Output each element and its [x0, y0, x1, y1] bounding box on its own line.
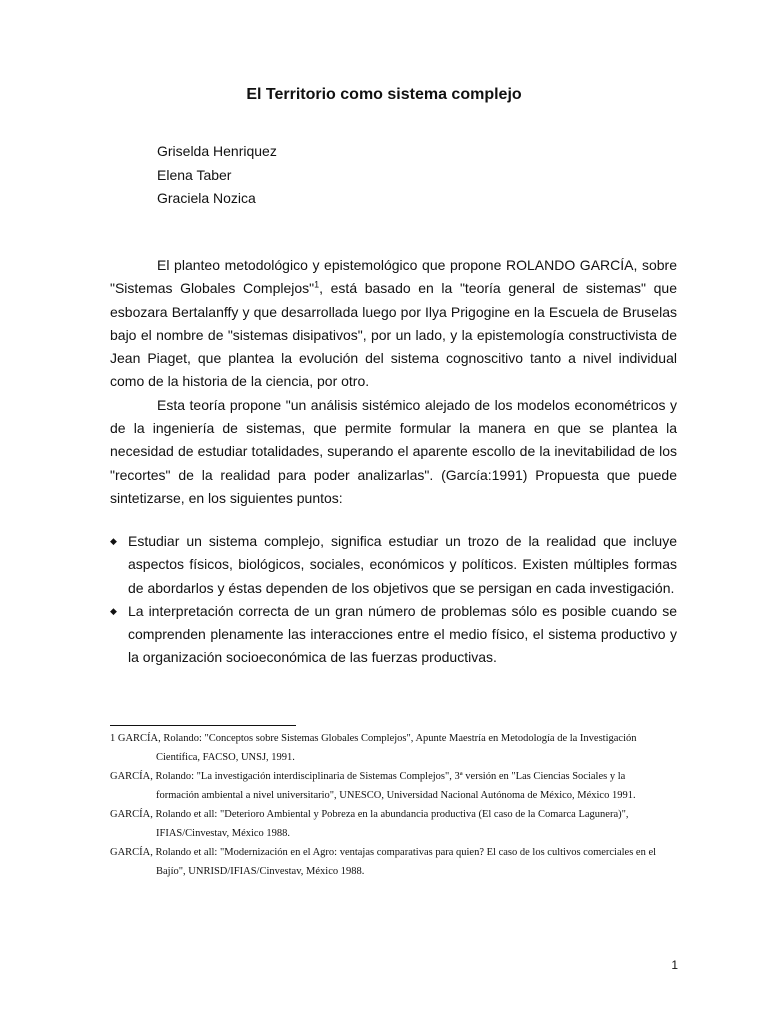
body-text [110, 254, 677, 510]
list-item [110, 600, 677, 670]
footnote-ref[interactable]: 1 [314, 279, 320, 290]
author-name: Griselda Henriquez [157, 143, 277, 159]
footnote: 1 GARCÍA, Rolando: "Conceptos sobre Sistemas Globales Complejos", Apunte Maestría en Metodología de la Investigación Científica, FACSO, UNSJ, 1991. [110, 733, 637, 763]
author-list [157, 140, 277, 211]
footnotes [110, 729, 670, 881]
page-title: El Territorio como sistema complejo [246, 86, 522, 103]
footnote: GARCÍA, Rolando et all: "Modernización en el Agro: ventajas comparativas para quien? El caso de los cultivos comerciales en el Bajío", UNRISD/IFIAS/Cinvestav, México 1988. [110, 847, 657, 877]
list-item [110, 530, 677, 600]
paragraph-text: El planteo metodológico y epistemológico que propone ROLANDO GARCÍA, sobre "Sistemas Globales Complejos" [110, 257, 677, 297]
bullet-list [110, 530, 677, 670]
author-name: Elena Taber [157, 166, 232, 183]
footnote: GARCÍA, Rolando: "La investigación interdisciplinaria de Sistemas Complejos", 3ª versión en "Las Ciencias Sociales y la formación ambiental a nivel universitario", UNESCO, Universidad Nacional Autónoma de México, México 1991. [110, 771, 636, 801]
diamond-bullet-icon: ◆ [110, 536, 117, 546]
author-name: Graciela Nozica [157, 190, 256, 206]
footnote: GARCÍA, Rolando et all: "Deterioro Ambiental y Pobreza en la abundancia productiva (El caso de la Comarca Lagunera)", IFIAS/Cinvestav, México 1988. [110, 809, 629, 839]
paragraph-text: , está basado en la "teoría general de sistemas" que esbozara Bertalanffy y que desarrollada luego por Ilya Prigogine en la Escuela de Bruselas bajo el nombre de "sistemas disipativos", por un lado, y la epistemología constructivista de Jean Piaget, que plantea la evolución del sistema cognoscitivo tanto a nivel individual como de la historia de la ciencia, por otro. [110, 280, 677, 390]
page-number: 1 [671, 958, 678, 972]
list-item-text: La interpretación correcta de un gran número de problemas sólo es posible cuando se comprenden plenamente las interacciones entre el medio físico, el sistema productivo y la organización socioeconómica de las fuerzas productivas. [128, 602, 677, 666]
paragraph: Esta teoría propone "un análisis sistémico alejado de los modelos econométricos y de la ingeniería de sistemas, que permite formular la manera en que se plantea la necesidad de estudiar totalidades, superando el aparente escollo de la inevitabilidad de los "recortes" de la realidad para poder analizarlas". (García:1991) Propuesta que puede sintetizarse, en los siguientes puntos: [110, 396, 677, 506]
diamond-bullet-icon: ◆ [110, 605, 117, 616]
footnote-separator [110, 725, 296, 726]
list-item-text: Estudiar un sistema complejo, significa estudiar un trozo de la realidad que incluye aspectos físicos, biológicos, sociales, económicos y políticos. Existen múltiples formas de abordarlos y éstas dependen de los objetivos que se persigan en cada investigación. [128, 533, 677, 596]
paragraph [110, 254, 677, 394]
